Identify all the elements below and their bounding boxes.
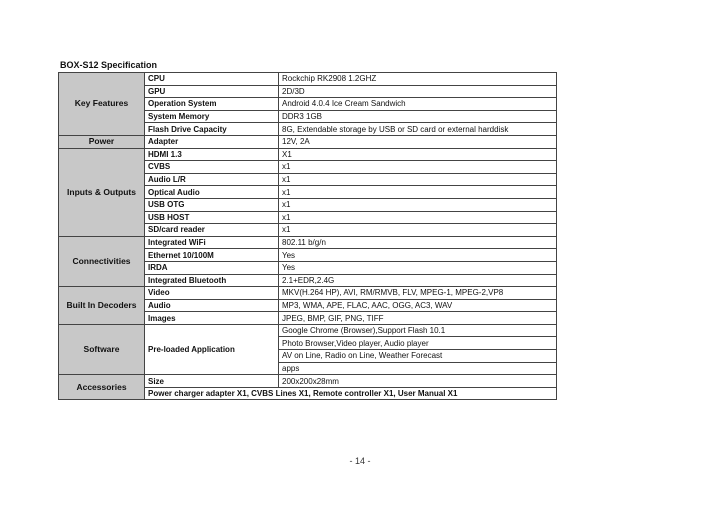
feature-label: Pre-loaded Application	[145, 324, 279, 374]
feature-label: USB OTG	[145, 198, 279, 211]
feature-value: X1	[279, 148, 557, 161]
feature-value: Yes	[279, 261, 557, 274]
table-row	[59, 324, 557, 337]
feature-label: GPU	[145, 85, 279, 98]
feature-value: 12V, 2A	[279, 135, 557, 148]
accessories-package: Power charger adapter X1, CVBS Lines X1, Remote controller X1, User Manual X1	[145, 387, 557, 400]
feature-value: 2D/3D	[279, 85, 557, 98]
feature-value: x1	[279, 198, 557, 211]
spec-title: BOX-S12 Specification	[60, 60, 158, 70]
feature-label: Adapter	[145, 135, 279, 148]
feature-label: Operation System	[145, 98, 279, 111]
feature-value: x1	[279, 161, 557, 174]
category-software: Software	[59, 324, 145, 374]
category-built-in-decoders: Built In Decoders	[59, 287, 145, 325]
feature-label: IRDA	[145, 261, 279, 274]
category-accessories: Accessories	[59, 375, 145, 400]
table-row	[59, 236, 557, 249]
table-row	[59, 73, 557, 86]
feature-label: Integrated Bluetooth	[145, 274, 279, 287]
feature-label: System Memory	[145, 110, 279, 123]
feature-label: HDMI 1.3	[145, 148, 279, 161]
category-connectivities: Connectivities	[59, 236, 145, 286]
spec-table	[58, 72, 557, 400]
table-row	[59, 375, 557, 388]
feature-value: MP3, WMA, APE, FLAC, AAC, OGG, AC3, WAV	[279, 299, 557, 312]
feature-label: Optical Audio	[145, 186, 279, 199]
feature-label: Integrated WiFi	[145, 236, 279, 249]
feature-value: x1	[279, 173, 557, 186]
feature-value: Android 4.0.4 Ice Cream Sandwich	[279, 98, 557, 111]
feature-value: x1	[279, 224, 557, 237]
feature-label: Ethernet 10/100M	[145, 249, 279, 262]
category-key-features: Key Features	[59, 73, 145, 136]
feature-value: apps	[279, 362, 557, 375]
feature-value: x1	[279, 211, 557, 224]
table-row	[59, 148, 557, 161]
feature-value: 802.11 b/g/n	[279, 236, 557, 249]
feature-value: Rockchip RK2908 1.2GHZ	[279, 73, 557, 86]
feature-value: Yes	[279, 249, 557, 262]
category-inputs-outputs: Inputs & Outputs	[59, 148, 145, 236]
feature-value: JPEG, BMP, GIF, PNG, TIFF	[279, 312, 557, 325]
feature-value: MKV(H.264 HP), AVI, RM/RMVB, FLV, MPEG-1, MPEG-2,VP8	[279, 287, 557, 300]
feature-value: 2.1+EDR,2.4G	[279, 274, 557, 287]
category-power: Power	[59, 135, 145, 148]
feature-label: USB HOST	[145, 211, 279, 224]
table-row	[59, 287, 557, 300]
feature-value: AV on Line, Radio on Line, Weather Forecast	[279, 350, 557, 363]
feature-label: Images	[145, 312, 279, 325]
feature-label: Audio L/R	[145, 173, 279, 186]
feature-value: Photo Browser,Video player, Audio player	[279, 337, 557, 350]
feature-value: 200x200x28mm	[279, 375, 557, 388]
feature-label: Video	[145, 287, 279, 300]
feature-label: Flash Drive Capacity	[145, 123, 279, 136]
feature-label: SD/card reader	[145, 224, 279, 237]
feature-label: Audio	[145, 299, 279, 312]
feature-label: CVBS	[145, 161, 279, 174]
feature-value: 8G, Extendable storage by USB or SD card or external harddisk	[279, 123, 557, 136]
feature-value: x1	[279, 186, 557, 199]
feature-label: CPU	[145, 73, 279, 86]
page-number: - 14 -	[349, 456, 371, 466]
feature-value: DDR3 1GB	[279, 110, 557, 123]
feature-value: Google Chrome (Browser),Support Flash 10.1	[279, 324, 557, 337]
feature-label: Size	[145, 375, 279, 388]
table-row	[59, 135, 557, 148]
